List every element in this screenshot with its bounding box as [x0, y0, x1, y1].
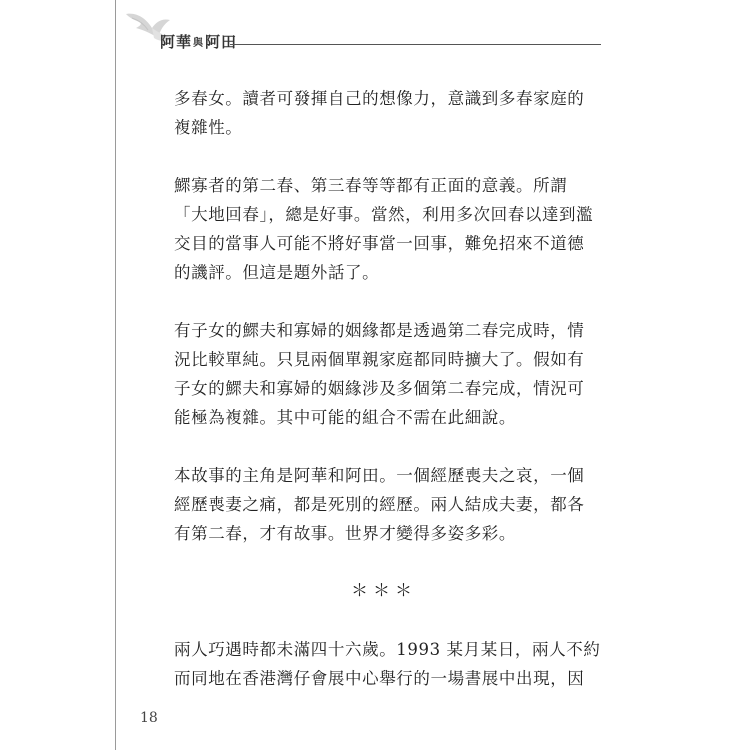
- text-line: 多春女。讀者可發揮自己的想像力，意識到多春家庭的: [174, 89, 585, 108]
- text-line: 交目的當事人可能不將好事當一回事，難免招來不道德: [174, 234, 585, 253]
- text-line: 經歷喪妻之痛，都是死別的經歷。兩人結成夫妻，都各: [174, 495, 585, 514]
- text-line: 有第二春，才有故事。世界才變得多姿多彩。: [174, 524, 516, 543]
- paragraph: [174, 461, 594, 548]
- text-line: 「大地回春」，總是好事。當然，利用多次回春以達到濫: [174, 205, 594, 224]
- body-text: [174, 84, 601, 722]
- text-line: 子女的鰥夫和寡婦的姻緣涉及多個第二春完成，情況可: [174, 379, 585, 398]
- running-header-title: [160, 31, 237, 52]
- header-title-part-2: 阿田: [205, 33, 238, 51]
- running-header: [116, 0, 750, 60]
- paragraph: [174, 84, 594, 142]
- section-separator: ＊＊＊: [351, 581, 417, 601]
- paragraph: [174, 171, 594, 287]
- header-title-connector: 與: [193, 38, 205, 49]
- page-number: 18: [140, 710, 158, 726]
- text-line: 複雜性。: [174, 118, 243, 137]
- header-title-part-1: 阿華: [160, 33, 193, 51]
- text-line: 能極為複雜。其中可能的組合不需在此細說。: [174, 408, 516, 427]
- book-page: [115, 0, 750, 750]
- paragraph: [174, 635, 601, 693]
- text-line: 鰥寡者的第二春、第三春等等都有正面的意義。所謂: [174, 176, 568, 195]
- header-rule: [230, 44, 601, 45]
- text-line: 的譏評。但這是題外話了。: [174, 263, 380, 282]
- text-line: 兩人巧遇時都未滿四十六歲。1993 某月某日，兩人不約: [174, 640, 601, 659]
- text-line: 況比較單純。只見兩個單親家庭都同時擴大了。假如有: [174, 350, 585, 369]
- paragraph: [174, 316, 594, 432]
- text-line: 本故事的主角是阿華和阿田。一個經歷喪夫之哀，一個: [174, 466, 585, 485]
- text-line: 而同地在香港灣仔會展中心舉行的一場書展中出現，因: [174, 669, 585, 688]
- text-line: 有子女的鰥夫和寡婦的姻緣都是透過第二春完成時，情: [174, 321, 585, 340]
